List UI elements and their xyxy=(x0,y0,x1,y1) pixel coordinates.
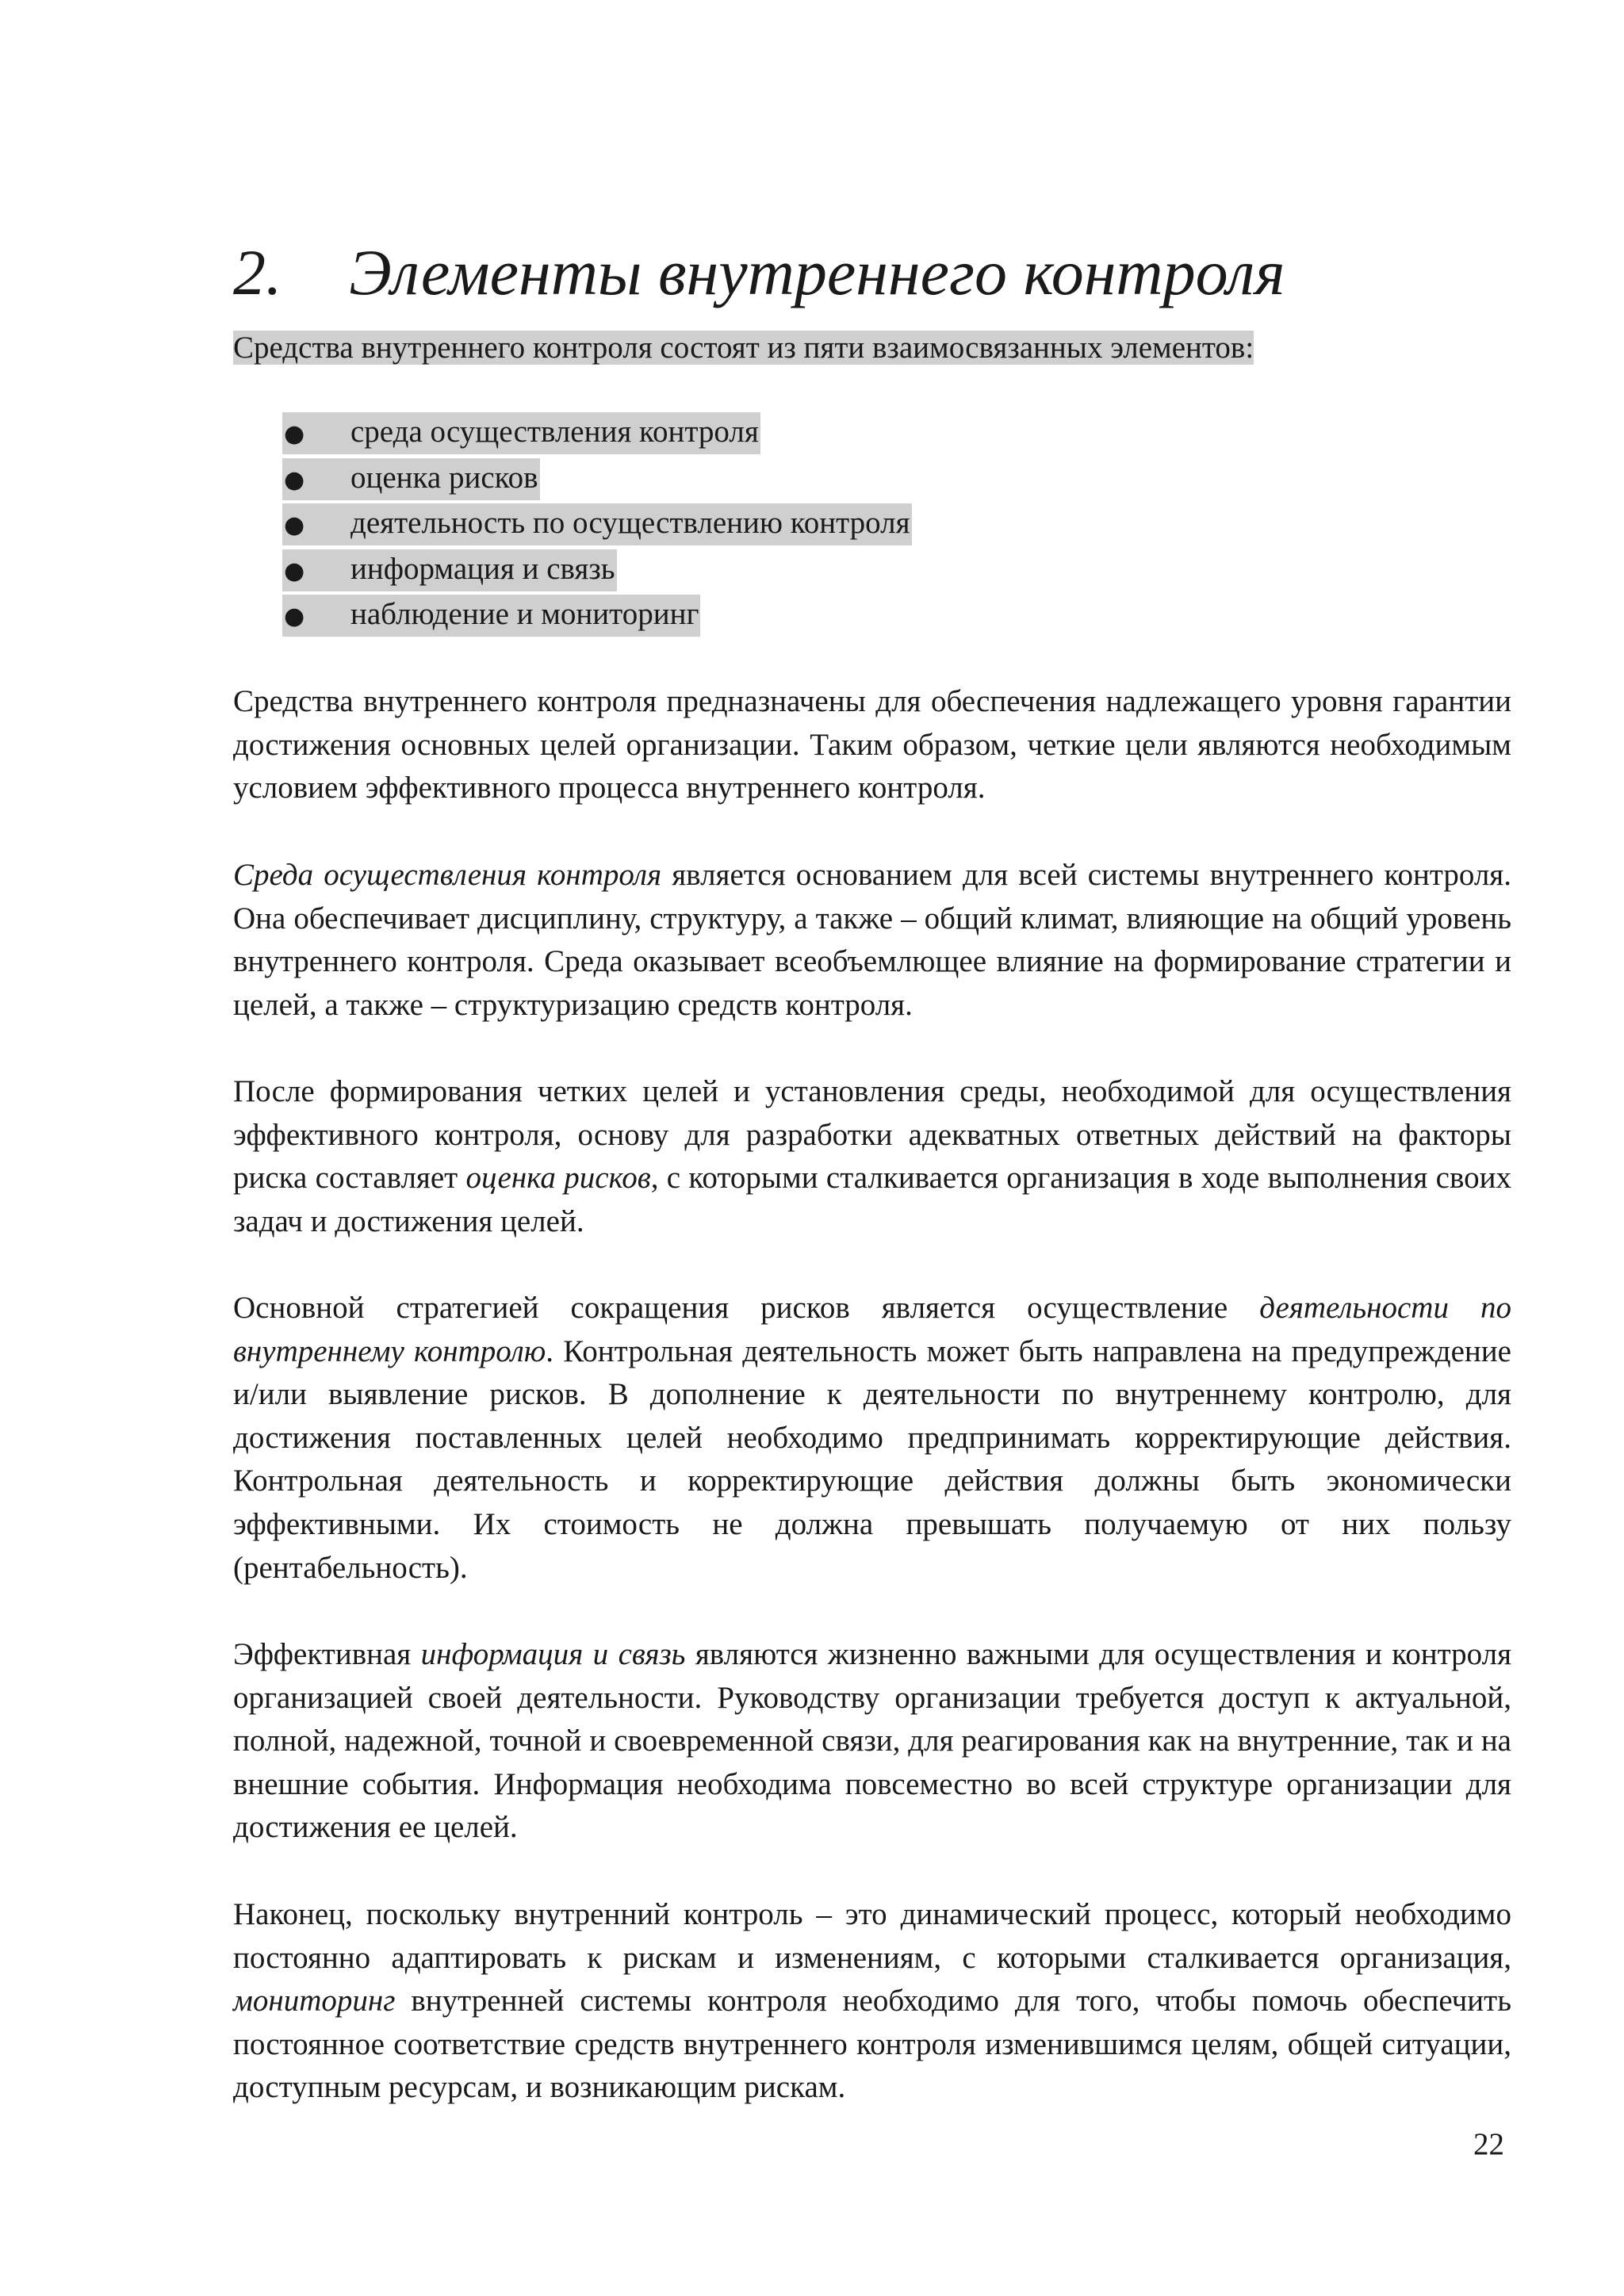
paragraph-text: После формирования четких целей и установления среды, необходимой для осуществления эффективного контроля, основу для разработки адекватных ответных действий на факторы риска составляет xyxy=(233,1074,1511,1196)
elements-list xyxy=(282,412,912,641)
list-item-text: среда осуществления контроля xyxy=(350,415,759,449)
section-heading xyxy=(233,235,1285,308)
paragraph-text: внутренней системы контроля необходимо для того, чтобы помочь обеспечить постоянное соответствие средств внутреннего контроля изменившимся целям, общей ситуации, доступным ресурсам, и возникающим рискам. xyxy=(233,1984,1511,2105)
list-item xyxy=(282,503,912,549)
paragraph-control-environment xyxy=(233,854,1511,1027)
paragraph-text: , с которыми сталкивается организация в ходе выполнения своих задач и достижения целей. xyxy=(233,1161,1511,1238)
paragraph-text: Основной стратегией сокращения рисков является осуществление xyxy=(233,1291,1260,1325)
paragraph-text: Эффективная xyxy=(233,1637,421,1671)
emphasis-term: мониторинг xyxy=(233,1984,396,2019)
paragraph-text: является основанием для всей системы внутреннего контроля. Она обеспечивает дисциплину, структуру, а также – общий климат, влияющие на общий уровень внутреннего контроля. Среда оказывает всеобъемлющее влияние на формирование стратегии и целей, а также – структуризацию средств контроля. xyxy=(233,858,1511,1022)
bullet-icon: ● xyxy=(284,557,305,585)
list-item-text: наблюдение и мониторинг xyxy=(350,597,699,632)
emphasis-term: Среда осуществления контроля xyxy=(233,858,662,892)
list-item-text: деятельность по осуществлению контроля xyxy=(350,506,910,541)
paragraph-information-communication xyxy=(233,1633,1511,1850)
page-number: 22 xyxy=(1473,2127,1504,2161)
bullet-icon: ● xyxy=(284,603,305,631)
bullet-icon: ● xyxy=(284,511,305,540)
section-number: 2. xyxy=(233,235,282,308)
list-item xyxy=(282,549,912,595)
bullet-icon: ● xyxy=(284,420,305,448)
paragraph-text: . Контрольная деятельность может быть направлена на предупреждение и/или выявление рисков. В дополнение к деятельности по внутреннему контролю, для достижения поставленных целей необходимо предпринимать корректирующие действия. Контрольная деятельность и корректирующие действия должны быть экономически эффективными. Их стоимость не должна превышать получаемую от них пользу (рентабельность). xyxy=(233,1334,1511,1585)
list-item xyxy=(282,458,912,504)
list-item xyxy=(282,595,912,641)
paragraph-purpose xyxy=(233,680,1511,810)
emphasis-term: информация и связь xyxy=(420,1637,686,1671)
paragraph-text: являются жизненно важными для осуществления и контроля организацией своей деятельности. Руководству организации требуется доступ к актуальной, полной, надежной, точной и своевременной связи, для реагирования как на внутренние, так и на внешние события. Информация необходима повсеместно во всей структуре организации для достижения ее целей. xyxy=(233,1637,1512,1845)
paragraph-risk-assessment xyxy=(233,1070,1511,1243)
list-item xyxy=(282,412,912,458)
intro-text: Средства внутреннего контроля состоят из пяти взаимосвязанных элементов: xyxy=(233,331,1254,365)
emphasis-term: оценка рисков xyxy=(465,1161,651,1196)
emphasis-term: деятельности по внутреннему контролю xyxy=(233,1291,1511,1368)
intro-line xyxy=(233,327,1254,369)
list-item-text: оценка рисков xyxy=(350,460,538,495)
paragraph-monitoring xyxy=(233,1893,1511,2110)
paragraph-text: Наконец, поскольку внутренний контроль – это динамический процесс, который необходимо постоянно адаптировать к рискам и изменениям, с которыми сталкивается организация, xyxy=(233,1897,1511,1975)
list-item-text: информация и связь xyxy=(350,551,615,586)
paragraph-text: Средства внутреннего контроля предназначены для обеспечения надлежащего уровня гарантии достижения основных целей организации. Таким образом, четкие цели являются необходимым условием эффективного процесса внутреннего контроля. xyxy=(233,684,1511,806)
bullet-icon: ● xyxy=(284,465,305,494)
section-title: Элементы внутреннего контроля xyxy=(349,235,1285,308)
paragraph-control-activities xyxy=(233,1287,1511,1590)
